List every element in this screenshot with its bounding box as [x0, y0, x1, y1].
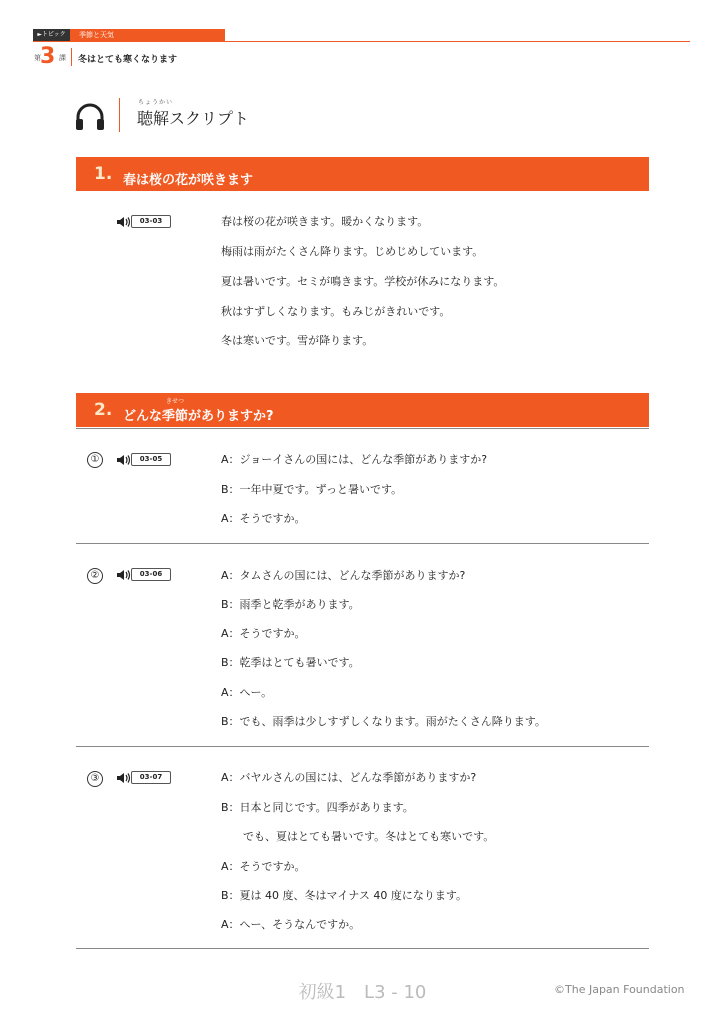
- page-title: 聴解スクリプト: [137, 109, 250, 128]
- dialogue-line: A：そうですか。: [221, 512, 306, 525]
- page-number: 初級1 L3 - 10: [298, 982, 427, 1003]
- topic-title: 季節と天気: [70, 29, 225, 41]
- dialogue-line: A：へー、そうなんですか。: [221, 918, 361, 931]
- section-2-number: 2.: [94, 400, 113, 420]
- speaker-icon: [116, 569, 131, 581]
- section-2-ruby: きせつ: [166, 398, 185, 405]
- script-line: 春は桜の花が咲きます。暖かくなります。: [221, 215, 429, 228]
- audio-code: 03-07: [131, 771, 171, 784]
- dialogue-line: B：夏は 40 度、冬はマイナス 40 度になります。: [221, 889, 467, 902]
- section-2-header: [76, 393, 649, 427]
- lesson-number: 3: [40, 44, 56, 69]
- speaker-icon: [116, 454, 131, 466]
- script-line: 夏は暑いです。セミが鳴きます。学校が休みになります。: [221, 275, 505, 288]
- dialogue-line: A：そうですか。: [221, 860, 306, 873]
- dialogue-line: でも、夏はとても暑いです。冬はとても寒いです。: [221, 830, 495, 843]
- dialogue-line: A：ジョーイさんの国には、どんな季節がありますか?: [221, 453, 488, 466]
- dialogue-number: ②: [87, 568, 103, 584]
- script-line: 冬は寒いです。雪が降ります。: [221, 334, 374, 347]
- dialogue-divider: [76, 746, 649, 747]
- dialogue-line: A：バヤルさんの国には、どんな季節がありますか?: [221, 771, 477, 784]
- speaker-icon: [116, 216, 131, 228]
- script-line: 秋はすずしくなります。もみじがきれいです。: [221, 305, 451, 318]
- audio-code: 03-06: [131, 568, 171, 581]
- header-rule: [33, 41, 690, 42]
- dialogue-line: B：日本と同じです。四季があります。: [221, 801, 414, 814]
- section-1-title: 春は桜の花が咲きます: [123, 173, 254, 188]
- section-1-number: 1.: [94, 164, 113, 184]
- script-line: 梅雨は雨がたくさん降ります。じめじめしています。: [221, 245, 484, 258]
- lesson-dai: 第: [34, 54, 41, 62]
- dialogue-line: A：へー。: [221, 686, 273, 699]
- dialogue-number: ③: [87, 771, 103, 787]
- dialogue-divider: [76, 948, 649, 949]
- heading-ruby: ちょうかい: [138, 99, 174, 106]
- topic-tab: ►トピック: [33, 29, 70, 41]
- lesson-title: 冬はとても寒くなります: [78, 55, 178, 65]
- dialogue-number: ①: [87, 452, 103, 468]
- dialogue-line: B：でも、雨季は少しすずしくなります。雨がたくさん降ります。: [221, 715, 546, 728]
- headphones-icon: [74, 102, 106, 132]
- dialogue-line: B：一年中夏です。ずっと暑いです。: [221, 483, 403, 496]
- lesson-divider: [71, 48, 72, 66]
- dialogue-line: A：タムさんの国には、どんな季節がありますか?: [221, 569, 466, 582]
- dialogue-line: B：乾季はとても暑いです。: [221, 656, 360, 669]
- section-1-header: [76, 157, 649, 191]
- copyright: ©The Japan Foundation: [554, 983, 685, 996]
- dialogue-line: B：雨季と乾季があります。: [221, 598, 360, 611]
- lesson-ka: 課: [59, 54, 66, 62]
- section-divider: [76, 428, 649, 429]
- audio-code: 03-03: [131, 215, 171, 228]
- section-2-title: どんな季節がありますか?: [123, 409, 274, 424]
- speaker-icon: [116, 772, 131, 784]
- heading-divider: [119, 98, 120, 132]
- audio-code: 03-05: [131, 453, 171, 466]
- dialogue-divider: [76, 543, 649, 544]
- dialogue-line: A：そうですか。: [221, 627, 306, 640]
